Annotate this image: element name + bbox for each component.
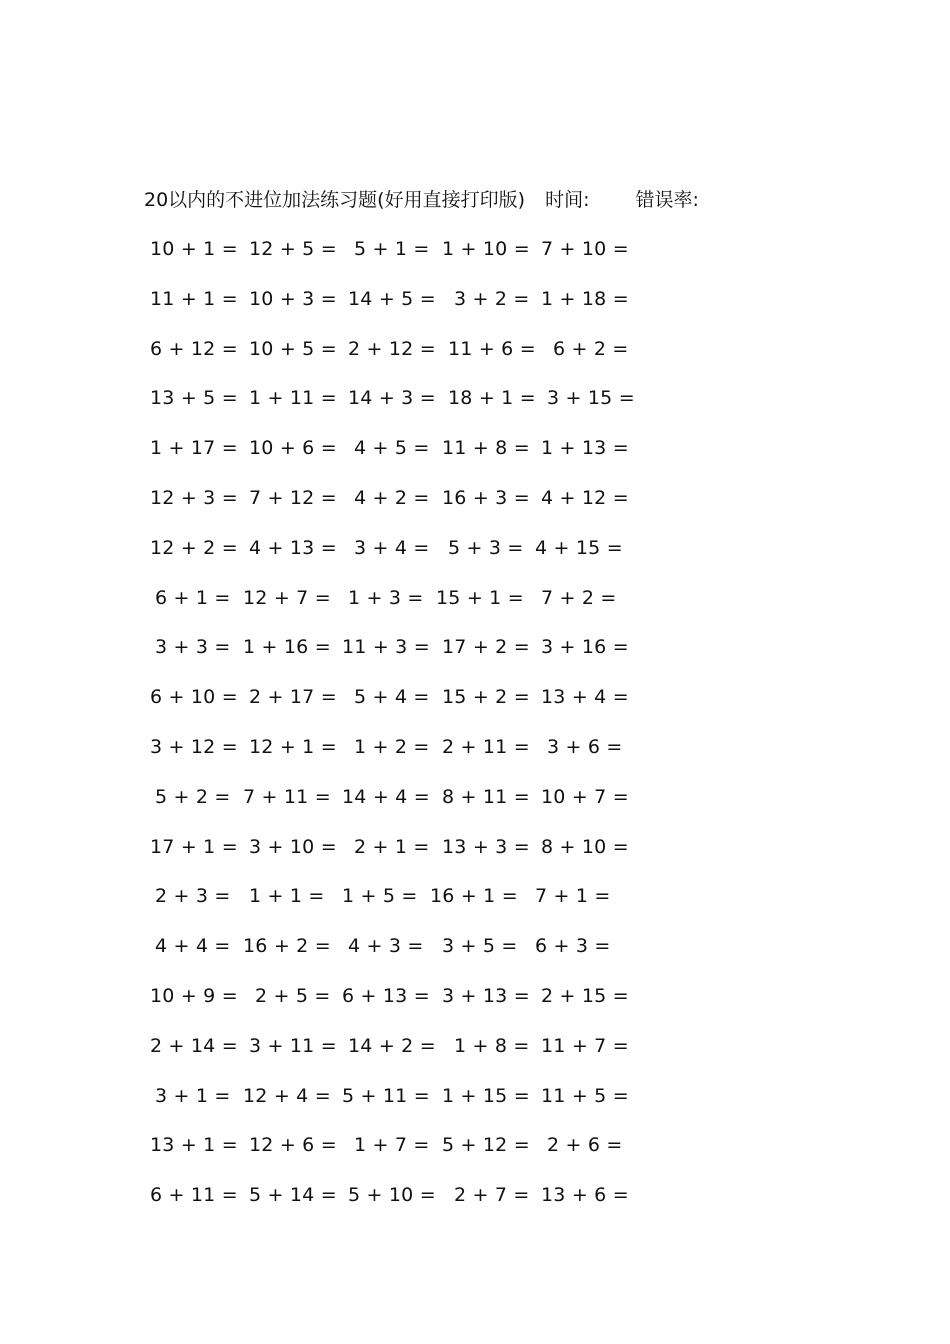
problem-r7-c5: 4 + 15 = <box>535 537 623 559</box>
problem-r2-c3: 14 + 5 = <box>348 288 436 310</box>
problem-r18-c3: 5 + 11 = <box>342 1085 430 1107</box>
problem-r16-c5: 2 + 15 = <box>541 985 629 1007</box>
problem-r10-c1: 6 + 10 = <box>150 686 238 708</box>
problem-r11-c5: 3 + 6 = <box>547 736 623 758</box>
problem-r2-c2: 10 + 3 = <box>249 288 337 310</box>
problem-r6-c4: 16 + 3 = <box>442 487 530 509</box>
problem-r20-c5: 13 + 6 = <box>541 1184 629 1206</box>
problem-r3-c4: 11 + 6 = <box>448 338 536 360</box>
problem-r10-c5: 13 + 4 = <box>541 686 629 708</box>
problem-r11-c2: 12 + 1 = <box>249 736 337 758</box>
problem-r7-c2: 4 + 13 = <box>249 537 337 559</box>
problem-r9-c3: 11 + 3 = <box>342 636 430 658</box>
problem-r5-c1: 1 + 17 = <box>150 437 238 459</box>
problem-r5-c2: 10 + 6 = <box>249 437 337 459</box>
problem-r20-c4: 2 + 7 = <box>454 1184 530 1206</box>
problem-r7-c4: 5 + 3 = <box>448 537 524 559</box>
problem-r11-c1: 3 + 12 = <box>150 736 238 758</box>
problem-r13-c2: 3 + 10 = <box>249 836 337 858</box>
problem-r10-c4: 15 + 2 = <box>442 686 530 708</box>
problem-r4-c3: 14 + 3 = <box>348 387 436 409</box>
problem-r5-c4: 11 + 8 = <box>442 437 530 459</box>
problem-r14-c3: 1 + 5 = <box>342 885 418 907</box>
problem-r8-c2: 12 + 7 = <box>243 587 331 609</box>
problem-r16-c3: 6 + 13 = <box>342 985 430 1007</box>
problem-r7-c1: 12 + 2 = <box>150 537 238 559</box>
time-label: 时间: <box>545 189 590 211</box>
problem-r16-c1: 10 + 9 = <box>150 985 238 1007</box>
problem-r19-c2: 12 + 6 = <box>249 1134 337 1156</box>
problem-r3-c1: 6 + 12 = <box>150 338 238 360</box>
problem-r16-c2: 2 + 5 = <box>255 985 331 1007</box>
problem-r2-c5: 1 + 18 = <box>541 288 629 310</box>
problem-r12-c5: 10 + 7 = <box>541 786 629 808</box>
problem-r14-c1: 2 + 3 = <box>155 885 231 907</box>
problem-r19-c3: 1 + 7 = <box>354 1134 430 1156</box>
problem-r20-c1: 6 + 11 = <box>150 1184 238 1206</box>
problem-r17-c4: 1 + 8 = <box>454 1035 530 1057</box>
problem-r17-c3: 14 + 2 = <box>348 1035 436 1057</box>
problem-r12-c2: 7 + 11 = <box>243 786 331 808</box>
problem-r3-c5: 6 + 2 = <box>553 338 629 360</box>
problem-r10-c3: 5 + 4 = <box>354 686 430 708</box>
error-rate-label: 错误率: <box>635 189 699 211</box>
problem-r3-c2: 10 + 5 = <box>249 338 337 360</box>
problem-r14-c4: 16 + 1 = <box>430 885 518 907</box>
problem-r4-c4: 18 + 1 = <box>448 387 536 409</box>
problem-r19-c5: 2 + 6 = <box>547 1134 623 1156</box>
problem-r2-c1: 11 + 1 = <box>150 288 238 310</box>
problem-r8-c4: 15 + 1 = <box>436 587 524 609</box>
problem-r18-c2: 12 + 4 = <box>243 1085 331 1107</box>
problem-r8-c5: 7 + 2 = <box>541 587 617 609</box>
problem-r13-c4: 13 + 3 = <box>442 836 530 858</box>
problem-r9-c1: 3 + 3 = <box>155 636 231 658</box>
problem-r6-c3: 4 + 2 = <box>354 487 430 509</box>
problem-r16-c4: 3 + 13 = <box>442 985 530 1007</box>
problem-r13-c3: 2 + 1 = <box>354 836 430 858</box>
problem-r6-c5: 4 + 12 = <box>541 487 629 509</box>
problem-r10-c2: 2 + 17 = <box>249 686 337 708</box>
problem-r9-c4: 17 + 2 = <box>442 636 530 658</box>
problem-r9-c2: 1 + 16 = <box>243 636 331 658</box>
problem-r14-c2: 1 + 1 = <box>249 885 325 907</box>
problem-r15-c3: 4 + 3 = <box>348 935 424 957</box>
problem-r1-c2: 12 + 5 = <box>249 238 337 260</box>
problem-r4-c1: 13 + 5 = <box>150 387 238 409</box>
problem-r5-c5: 1 + 13 = <box>541 437 629 459</box>
problem-r4-c5: 3 + 15 = <box>547 387 635 409</box>
problem-r20-c2: 5 + 14 = <box>249 1184 337 1206</box>
problem-r12-c3: 14 + 4 = <box>342 786 430 808</box>
problem-r18-c4: 1 + 15 = <box>442 1085 530 1107</box>
problem-r18-c1: 3 + 1 = <box>155 1085 231 1107</box>
problem-r13-c1: 17 + 1 = <box>150 836 238 858</box>
problem-r19-c1: 13 + 1 = <box>150 1134 238 1156</box>
problem-r3-c3: 2 + 12 = <box>348 338 436 360</box>
problem-r7-c3: 3 + 4 = <box>354 537 430 559</box>
problem-r1-c5: 7 + 10 = <box>541 238 629 260</box>
problem-r18-c5: 11 + 5 = <box>541 1085 629 1107</box>
problem-r19-c4: 5 + 12 = <box>442 1134 530 1156</box>
problem-r20-c3: 5 + 10 = <box>348 1184 436 1206</box>
problem-r15-c1: 4 + 4 = <box>155 935 231 957</box>
problem-r4-c2: 1 + 11 = <box>249 387 337 409</box>
problem-r17-c5: 11 + 7 = <box>541 1035 629 1057</box>
problem-r12-c4: 8 + 11 = <box>442 786 530 808</box>
problem-r15-c2: 16 + 2 = <box>243 935 331 957</box>
problem-r1-c1: 10 + 1 = <box>150 238 238 260</box>
problem-r8-c1: 6 + 1 = <box>155 587 231 609</box>
problem-r11-c4: 2 + 11 = <box>442 736 530 758</box>
problem-r11-c3: 1 + 2 = <box>354 736 430 758</box>
problem-r15-c4: 3 + 5 = <box>442 935 518 957</box>
problem-r9-c5: 3 + 16 = <box>541 636 629 658</box>
worksheet-title: 20以内的不进位加法练习题(好用直接打印版) <box>144 189 526 211</box>
problem-r17-c2: 3 + 11 = <box>249 1035 337 1057</box>
problem-r2-c4: 3 + 2 = <box>454 288 530 310</box>
problem-r17-c1: 2 + 14 = <box>150 1035 238 1057</box>
problem-r1-c4: 1 + 10 = <box>442 238 530 260</box>
problem-r5-c3: 4 + 5 = <box>354 437 430 459</box>
problem-r6-c2: 7 + 12 = <box>249 487 337 509</box>
problem-r1-c3: 5 + 1 = <box>354 238 430 260</box>
problem-r15-c5: 6 + 3 = <box>535 935 611 957</box>
problem-r8-c3: 1 + 3 = <box>348 587 424 609</box>
problem-r14-c5: 7 + 1 = <box>535 885 611 907</box>
problem-r6-c1: 12 + 3 = <box>150 487 238 509</box>
problem-r13-c5: 8 + 10 = <box>541 836 629 858</box>
problem-r12-c1: 5 + 2 = <box>155 786 231 808</box>
